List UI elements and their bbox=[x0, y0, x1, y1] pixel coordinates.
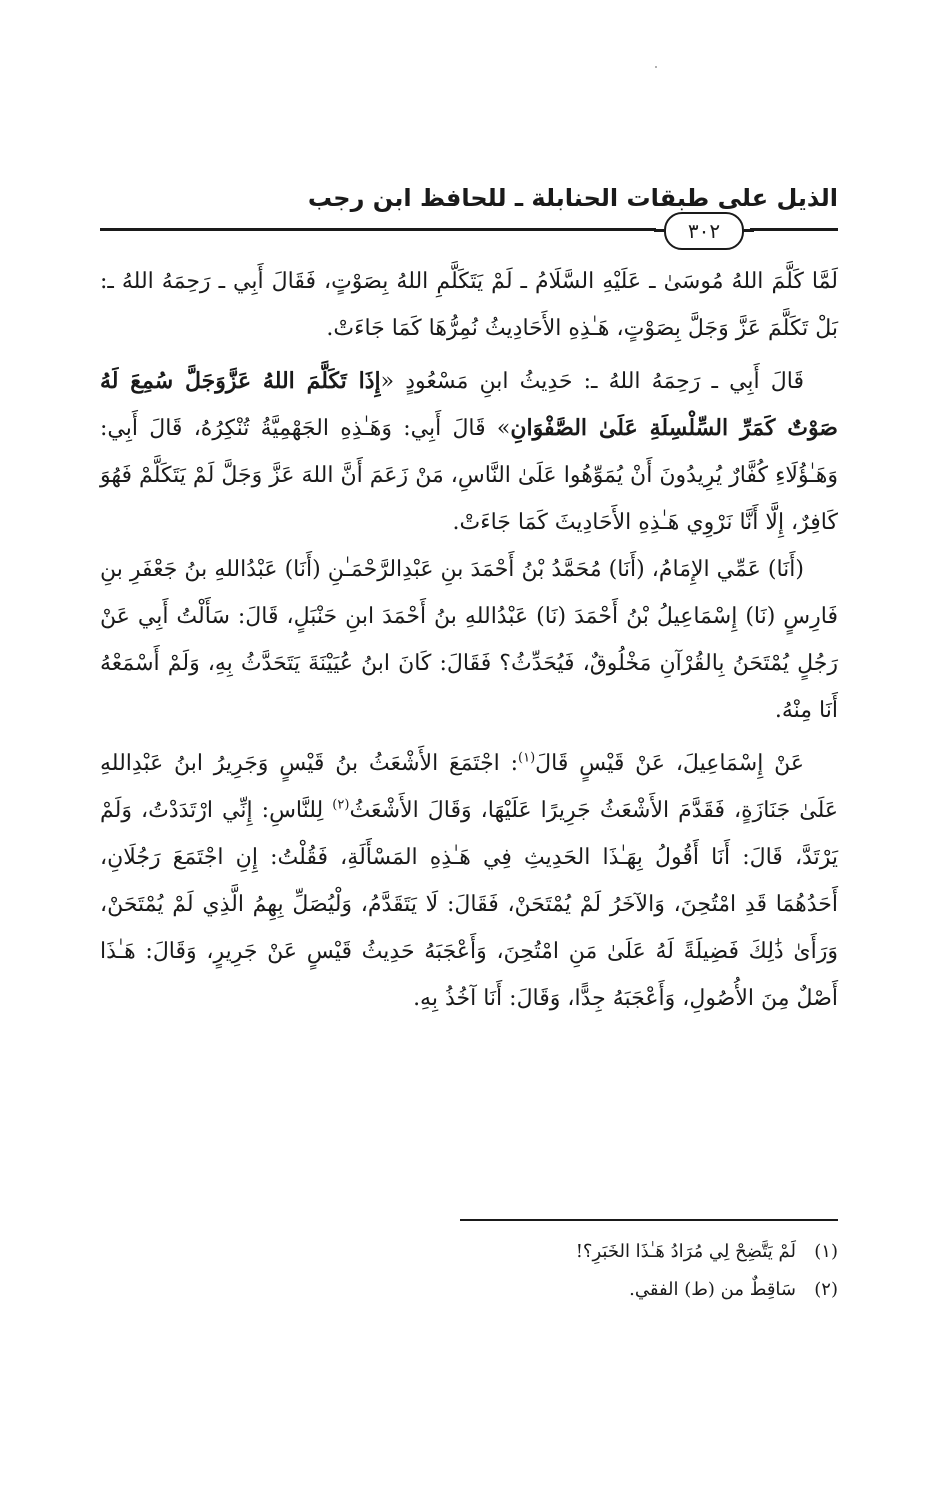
running-title: الذيل على طبقات الحنابلة ـ للحافظ ابن رجب bbox=[307, 184, 838, 212]
paragraph-2-rest: » قَالَ أَبِي: وَهَـٰذِهِ الجَهْمِيَّةُ تُنْكِرُهُ، قَالَ أَبِي: وَهَـٰؤُلَاءِ كُفَّارٌ يُرِيدُونَ أَنْ يُمَوِّهُوا عَلَىٰ النَّاسِ، مَنْ زَعَمَ أَنَّ اللهَ عَزَّ وَجَلَّ لَمْ يَتَكَلَّمْ فَهُوَ كَافِرٌ، إِلَّا أَنَّا نَرْوِي هَـٰذِهِ الأَحَادِيثَ كَمَا جَاءَتْ. bbox=[100, 416, 838, 535]
paragraph-3: (أَنَا) عَمِّي الإِمَامُ، (أَنَا) مُحَمَّدُ بْنُ أَحْمَدَ بنِ عَبْدِالرَّحْمَـٰنِ (أَنَا) عَبْدُاللهِ بنُ جَعْفَرِ بنِ فَارِسٍ (نَا) إِسْمَاعِيلُ بْنُ أَحْمَدَ (نَا) عَبْدُاللهِ بنُ أَحْمَدَ ابنِ حَنْبَلٍ، قَالَ: سَأَلْتُ أَبِي عَنْ رَجُلٍ يُمْتَحَنُ بِالقُرْآنِ مَخْلُوقٌ، فَيُحَدِّثُ؟ فَقَالَ: كَانَ ابنُ عُيَيْنَةَ يَتَحَدَّثُ بِهِ، وَلَمْ أَسْمَعْهُ أَنَا مِنْهُ. bbox=[100, 557, 838, 723]
footnote-number: (٢) bbox=[814, 1279, 838, 1300]
paragraph-4-middle: : اجْتَمَعَ الأَشْعَثُ بنُ قَيْسٍ وَجَرِيرُ ابنُ عَبْدِاللهِ عَلَىٰ جَنَازَةٍ، فَقَدَّمَ الأَشْعَثُ جَرِيرًا عَلَيْهَا، وَقَالَ الأَشْعَثُ bbox=[100, 751, 838, 823]
footnote-number: (١) bbox=[814, 1241, 838, 1262]
scan-speck bbox=[655, 66, 657, 68]
footnote-rule bbox=[460, 1219, 838, 1221]
paragraph-2 bbox=[100, 358, 838, 546]
paragraph-4 bbox=[100, 740, 838, 1022]
footnote-ref-1[interactable]: (١) bbox=[518, 750, 536, 766]
footnote-text: لَمْ يَتَّضِحْ لِي مُرَادُ هَـٰذَا الخَبَرِ؟! bbox=[575, 1241, 796, 1262]
footnote-text: سَاقِطٌ من (ط) الفقي. bbox=[629, 1279, 796, 1300]
footnote-ref-2[interactable]: (٢) bbox=[332, 797, 350, 813]
main-text bbox=[100, 258, 838, 1022]
footnote-2 bbox=[100, 1271, 838, 1309]
paragraph-4-intro: عَنْ إِسْمَاعِيلَ، عَنْ قَيْسٍ قَالَ bbox=[535, 751, 804, 776]
paragraph-1: لَمَّا كَلَّمَ اللهُ مُوسَىٰ ـ عَلَيْهِ السَّلَامُ ـ لَمْ يَتَكَلَّمِ اللهُ بِصَوْتٍ، فَقَالَ أَبِي ـ رَحِمَهُ اللهُ ـ: بَلْ تَكَلَّمَ عَزَّ وَجَلَّ بِصَوْتٍ، هَـٰذِهِ الأَحَادِيثُ نُمِرُّهَا كَمَا جَاءَتْ. bbox=[100, 269, 838, 341]
paragraph-2-intro: قَالَ أَبِي ـ رَحِمَهُ اللهُ ـ: حَدِيثُ ابنِ مَسْعُودٍ « bbox=[380, 369, 804, 394]
footnote-1 bbox=[100, 1233, 838, 1271]
hadith-quote: إِذَا تَكَلَّمَ اللهُ عَزَّوَجَلَّ سُمِعَ لَهُ صَوْتٌ كَمَرِّ السِّلْسِلَةِ عَلَىٰ الصَّفْوَانِ bbox=[100, 368, 838, 441]
page-number: ٣٠٢ bbox=[664, 212, 744, 250]
paragraph-4-rest: لِلنَّاسِ: إِنِّي ارْتَدَدْتُ، وَلَمْ يَرْتَدَّ، قَالَ: أَنَا أَقُولُ بِهَـٰذَا الحَدِيثِ فِي هَـٰذِهِ المَسْأَلَةِ، فَقُلْتُ: إِنِ اجْتَمَعَ رَجُلَانِ، أَحَدُهُمَا قَدِ امْتُحِنَ، وَالآخَرُ لَمْ يُمْتَحَنْ، فَقَالَ: لَا يَتَقَدَّمُ، وَلْيُصَلِّ بِهِمُ الَّذِي لَمْ يُمْتَحَنْ، وَرَأَىٰ ذَٰلِكَ فَضِيلَةً لَهُ عَلَىٰ مَنِ امْتُحِنَ، وَأَعْجَبَهُ حَدِيثُ قَيْسٍ عَنْ جَرِيرٍ، وَقَالَ: هَـٰذَا أَصْلٌ مِنَ الأُصُولِ، وَأَعْجَبَهُ جِدًّا، وَقَالَ: أَنَا آخُذُ بِهِ. bbox=[100, 798, 838, 1011]
footnotes bbox=[100, 1233, 838, 1309]
